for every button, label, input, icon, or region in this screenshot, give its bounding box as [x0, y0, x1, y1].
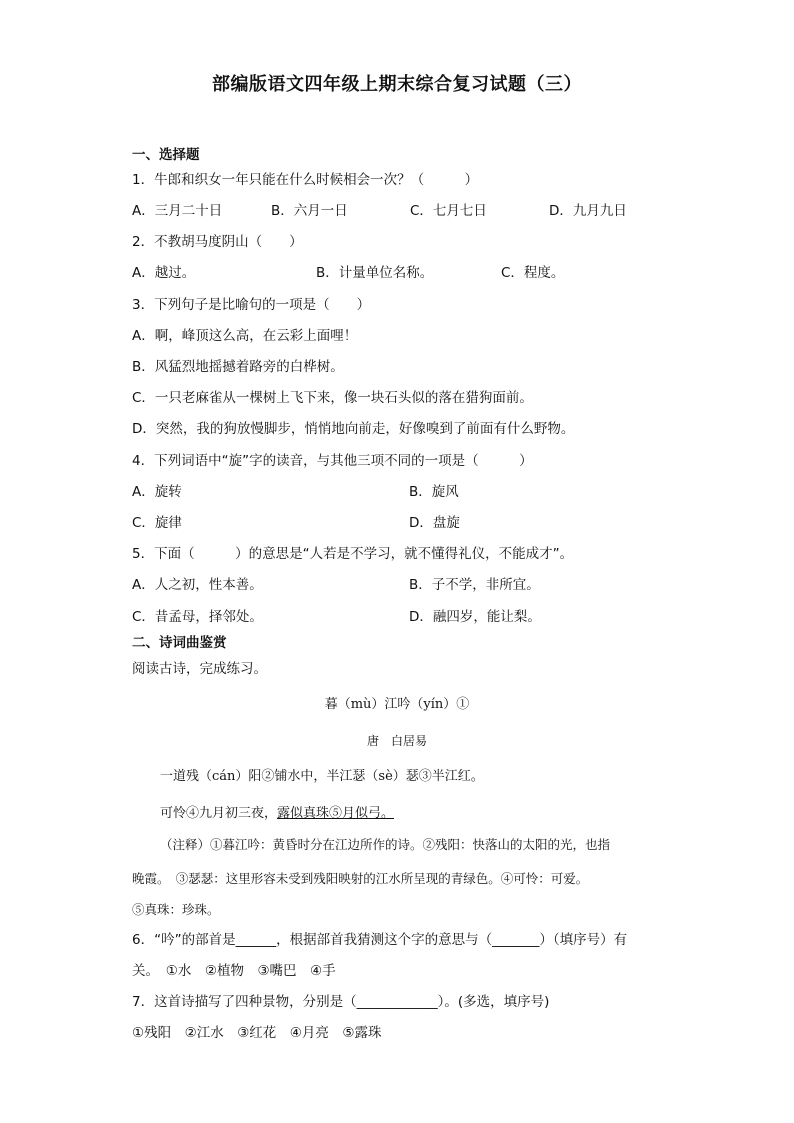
question-7-line-2: ①残阳 ②江水 ③红花 ④月亮 ⑤露珠: [132, 1025, 382, 1041]
question-6-line-1: 6．“吟”的部首是______，根据部首我猜测这个字的意思与（_______）（填序号）有: [132, 932, 628, 948]
section-heading-poetry: 二、诗词曲鉴赏: [132, 635, 227, 651]
poem-title: 暮（mù）江吟（yín）①: [324, 697, 470, 712]
poem-author: 唐 白居易: [366, 734, 427, 748]
poem-line-2-second-half: 露似真珠⑤月似弓。: [277, 806, 395, 821]
question-4-option-a: A．旋转: [132, 484, 182, 500]
poem-note-line-1: （注释）①暮江吟：黄昏时分在江边所作的诗。②残阳：快落山的太阳的光，也指: [160, 837, 611, 852]
poem-line-2: [160, 805, 394, 823]
question-7-line-1: 7．这首诗描写了四种景物，分别是（____________）。(多选，填序号): [132, 994, 550, 1010]
question-1-option-d: D．九月九日: [549, 203, 627, 219]
page-title: 部编版语文四年级上期末综合复习试题（三）: [212, 74, 582, 95]
question-2-option-c: C．程度。: [501, 265, 565, 281]
question-5-option-b: B．子不学，非所宜。: [409, 577, 540, 593]
question-1-option-b: B．六月一日: [271, 203, 348, 219]
question-3-option-a: A．啊，峰顶这么高，在云彩上面哩！: [132, 328, 358, 344]
question-4-option-d: D．盘旋: [409, 515, 460, 531]
poetry-instruction: 阅读古诗，完成练习。: [132, 661, 267, 677]
poem-note-line-3: ⑤真珠：珍珠。: [132, 902, 220, 917]
question-2-option-a: A．越过。: [132, 265, 196, 281]
question-1-option-a: A．三月二十日: [132, 203, 223, 219]
question-5-option-a: A．人之初，性本善。: [132, 577, 263, 593]
question-1-option-c: C．七月七日: [410, 203, 487, 219]
poem-line-2-first-half: 可怜④九月初三夜，: [160, 806, 278, 821]
question-2-option-b: B．计量单位名称。: [316, 265, 434, 281]
question-5-option-d: D．融四岁，能让梨。: [409, 609, 541, 625]
question-3-stem: 3．下列句子是比喻句的一项是（ ）: [132, 297, 371, 313]
question-3-option-c: C．一只老麻雀从一棵树上飞下来，像一块石头似的落在猎狗面前。: [132, 390, 533, 406]
question-3-option-b: B．风猛烈地摇撼着路旁的白桦树。: [132, 359, 344, 375]
poem-note-line-2: 晚霞。 ③瑟瑟：这里形容未受到残阳映射的江水所呈现的青绿色。④可怜：可爱。: [132, 871, 589, 886]
section-heading-choice: 一、选择题: [132, 147, 200, 163]
question-6-line-2: 关。 ①水 ②植物 ③嘴巴 ④手: [132, 963, 336, 979]
question-3-option-d: D．突然，我的狗放慢脚步，悄悄地向前走，好像嗅到了前面有什么野物。: [132, 421, 575, 437]
question-4-option-c: C．旋律: [132, 515, 182, 531]
question-2-stem: 2．不教胡马度阴山（ ）: [132, 234, 303, 250]
question-1-stem: 1．牛郎和织女一年只能在什么时候相会一次？（ ）: [132, 172, 479, 188]
question-5-stem: 5．下面（ ）的意思是“人若是不学习，就不懂得礼仪，不能成才”。: [132, 546, 574, 562]
question-4-stem: 4．下列词语中“旋”字的读音，与其他三项不同的一项是（ ）: [132, 453, 533, 469]
question-4-option-b: B．旋风: [409, 484, 459, 500]
poem-line-1: 一道残（cán）阳②铺水中，半江瑟（sè）瑟③半江红。: [160, 769, 484, 784]
question-5-option-c: C．昔孟母，择邻处。: [132, 609, 263, 625]
